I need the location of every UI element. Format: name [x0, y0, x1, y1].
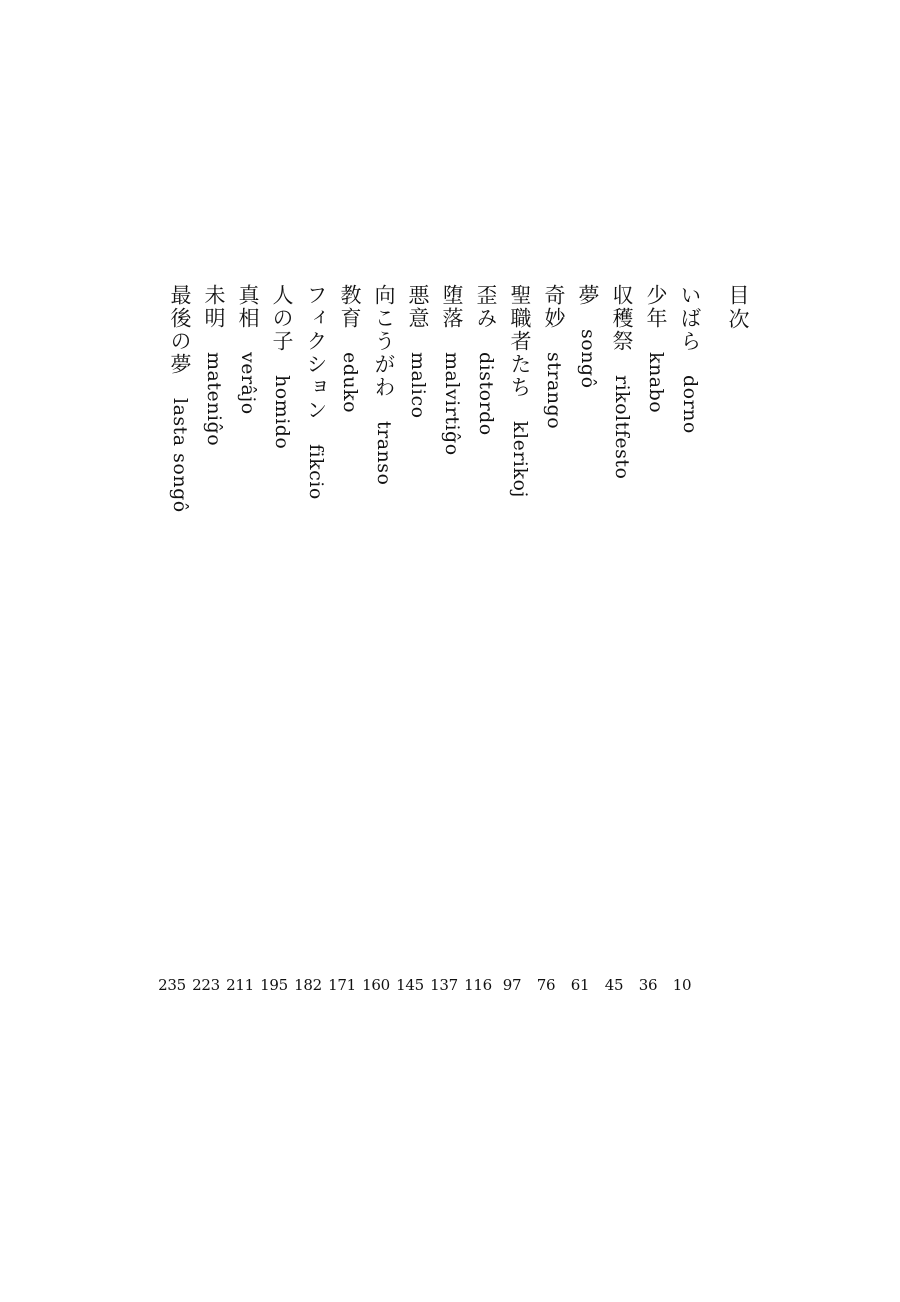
toc-page-number: 97: [502, 976, 522, 994]
toc-entry-ja: 未明: [202, 284, 226, 330]
toc-entry-ja: 歪み: [474, 284, 498, 330]
toc-entry-ja: 奇妙: [542, 284, 566, 330]
toc-page-number: 137: [430, 976, 458, 994]
toc-entry[interactable]: [362, 284, 394, 844]
toc-entry-eo: distordo: [475, 352, 497, 436]
toc-entry-eo: strango: [543, 352, 565, 430]
toc-entry-eo: eduko: [339, 352, 361, 414]
toc-entry[interactable]: [260, 284, 292, 844]
toc-entry-eo: malico: [407, 352, 429, 419]
toc-entry[interactable]: [430, 284, 462, 844]
toc-entry[interactable]: [226, 284, 258, 844]
toc-entry-ja: 少年: [644, 284, 668, 330]
toc-entry-ja: 悪意: [406, 284, 430, 330]
toc-page-number: 223: [192, 976, 220, 994]
toc-entry[interactable]: [192, 284, 224, 844]
toc-entry[interactable]: [532, 284, 564, 844]
toc-entry-ja: 夢: [576, 284, 600, 307]
toc-page-number: 235: [158, 976, 186, 994]
toc-entry[interactable]: [396, 284, 428, 844]
toc-entry-eo: fikcio: [305, 444, 327, 500]
toc-entry[interactable]: [158, 284, 190, 844]
toc-entry-eo: malvirtiĝo: [441, 352, 463, 456]
toc-entry-ja: いばら: [678, 284, 702, 353]
toc-title: 目次: [726, 284, 750, 332]
toc-entry-ja: 向こうがわ: [372, 284, 396, 399]
toc-page-number: 171: [328, 976, 356, 994]
toc-entry[interactable]: [600, 284, 632, 844]
toc-entry-ja: 収穫祭: [610, 284, 634, 353]
toc-entry-eo: rikoltfesto: [611, 375, 633, 480]
toc-entry[interactable]: [464, 284, 496, 844]
toc-page-number: 116: [464, 976, 492, 994]
toc-page-number: 36: [638, 976, 658, 994]
toc-page-number: 182: [294, 976, 322, 994]
toc-entry[interactable]: [498, 284, 530, 844]
toc-page-number: 160: [362, 976, 390, 994]
toc-entry-ja: 教育: [338, 284, 362, 330]
toc-entry-eo: songô: [577, 329, 599, 389]
toc-entry[interactable]: [294, 284, 326, 844]
toc-entry-eo: dorno: [679, 375, 701, 434]
toc-entry-eo: mateniĝo: [203, 352, 225, 447]
toc-entry-eo: verâjo: [237, 352, 259, 415]
toc-entry-eo: transo: [373, 421, 395, 486]
toc-page-number: 76: [536, 976, 556, 994]
toc-entry-eo: knabo: [645, 352, 667, 414]
toc-entry-ja: 真相: [236, 284, 260, 330]
toc-entry-ja: 堕落: [440, 284, 464, 330]
toc-entry[interactable]: [566, 284, 598, 844]
toc-entry[interactable]: [668, 284, 700, 844]
toc-entry-ja: 最後の夢: [168, 284, 192, 376]
toc-entry-eo: homido: [271, 375, 293, 450]
toc-entry-ja: 聖職者たち: [508, 284, 532, 399]
toc-page-number: 61: [570, 976, 590, 994]
toc-page-number: 195: [260, 976, 288, 994]
toc-page-number: 45: [604, 976, 624, 994]
toc-entry[interactable]: [634, 284, 666, 844]
toc-page-number: 10: [672, 976, 692, 994]
toc-page-number: 211: [226, 976, 254, 994]
toc-entry-ja: 人の子: [270, 284, 294, 353]
toc-page-number: 145: [396, 976, 424, 994]
toc-entry-ja: フィクション: [304, 284, 328, 422]
toc-entry[interactable]: [328, 284, 360, 844]
toc-entry-eo: klerikoj: [509, 421, 531, 498]
toc-entry-eo: lasta songô: [169, 398, 191, 513]
